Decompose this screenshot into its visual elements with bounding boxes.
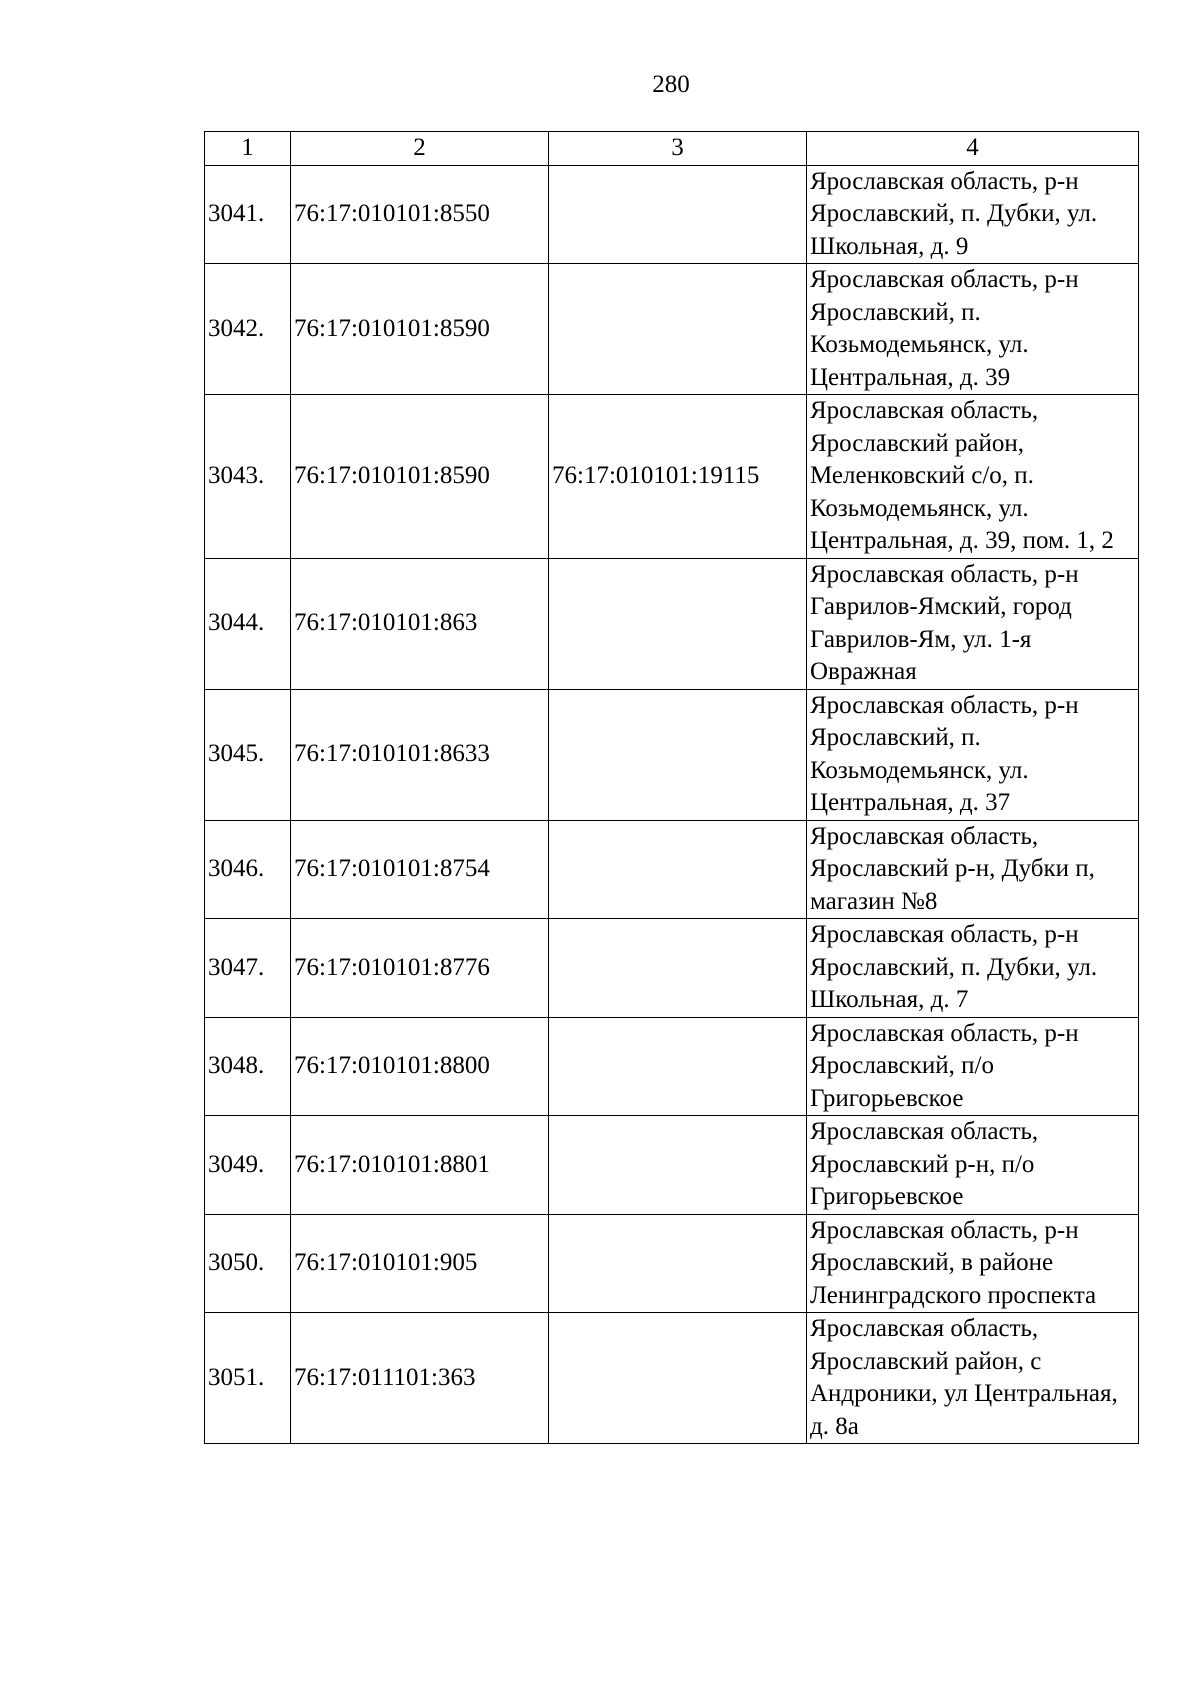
row-number: 3050. <box>205 1214 291 1313</box>
related-cadastral-number <box>549 919 807 1018</box>
related-cadastral-number: 76:17:010101:19115 <box>549 395 807 559</box>
related-cadastral-number <box>549 264 807 395</box>
related-cadastral-number <box>549 689 807 820</box>
table-row <box>205 1017 1139 1116</box>
table-row <box>205 264 1139 395</box>
related-cadastral-number <box>549 1313 807 1444</box>
page-number: 280 <box>652 71 690 98</box>
address: Ярославская область, р-н Ярославский, в районе Ленинградского проспекта <box>807 1214 1139 1313</box>
table-row <box>205 1116 1139 1215</box>
row-number: 3046. <box>205 820 291 919</box>
header-cell-2: 2 <box>291 132 549 166</box>
address: Ярославская область, р-н Ярославский, п/о Григорьевское <box>807 1017 1139 1116</box>
table-row <box>205 558 1139 689</box>
address: Ярославская область, р-н Ярославский, п. Козьмодемьянск, ул. Центральная, д. 37 <box>807 689 1139 820</box>
row-number: 3045. <box>205 689 291 820</box>
address: Ярославская область, Ярославский район, с Андроники, ул Центральная, д. 8а <box>807 1313 1139 1444</box>
row-number: 3049. <box>205 1116 291 1215</box>
address: Ярославская область, р-н Ярославский, п. Дубки, ул. Школьная, д. 7 <box>807 919 1139 1018</box>
address: Ярославская область, Ярославский район, Меленковский с/о, п. Козьмодемьянск, ул. Центральная, д. 39, пом. 1, 2 <box>807 395 1139 559</box>
header-cell-4: 4 <box>807 132 1139 166</box>
related-cadastral-number <box>549 1017 807 1116</box>
cadastral-number: 76:17:010101:8550 <box>291 165 549 264</box>
table-row <box>205 1214 1139 1313</box>
related-cadastral-number <box>549 558 807 689</box>
cadastral-number: 76:17:010101:8633 <box>291 689 549 820</box>
cadastral-number: 76:17:010101:8590 <box>291 264 549 395</box>
row-number: 3047. <box>205 919 291 1018</box>
address: Ярославская область, Ярославский р-н, п/о Григорьевское <box>807 1116 1139 1215</box>
row-number: 3041. <box>205 165 291 264</box>
cadastral-number: 76:17:010101:905 <box>291 1214 549 1313</box>
header-row <box>205 132 1139 166</box>
row-number: 3044. <box>205 558 291 689</box>
table-row <box>205 1313 1139 1444</box>
cadastral-number: 76:17:010101:8801 <box>291 1116 549 1215</box>
cadastral-number: 76:17:010101:8776 <box>291 919 549 1018</box>
cadastral-number: 76:17:010101:8590 <box>291 395 549 559</box>
table-row <box>205 395 1139 559</box>
related-cadastral-number <box>549 1116 807 1215</box>
related-cadastral-number <box>549 820 807 919</box>
row-number: 3051. <box>205 1313 291 1444</box>
address: Ярославская область, Ярославский р-н, Дубки п, магазин №8 <box>807 820 1139 919</box>
cadastral-number: 76:17:011101:363 <box>291 1313 549 1444</box>
registry-table <box>204 131 1139 1444</box>
header-cell-1: 1 <box>205 132 291 166</box>
row-number: 3042. <box>205 264 291 395</box>
address: Ярославская область, р-н Ярославский, п. Дубки, ул. Школьная, д. 9 <box>807 165 1139 264</box>
related-cadastral-number <box>549 165 807 264</box>
row-number: 3043. <box>205 395 291 559</box>
cadastral-number: 76:17:010101:863 <box>291 558 549 689</box>
row-number: 3048. <box>205 1017 291 1116</box>
address: Ярославская область, р-н Ярославский, п. Козьмодемьянск, ул. Центральная, д. 39 <box>807 264 1139 395</box>
table-row <box>205 165 1139 264</box>
address: Ярославская область, р-н Гаврилов-Ямский, город Гаврилов-Ям, ул. 1-я Овражная <box>807 558 1139 689</box>
cadastral-number: 76:17:010101:8800 <box>291 1017 549 1116</box>
table-row <box>205 919 1139 1018</box>
related-cadastral-number <box>549 1214 807 1313</box>
cadastral-number: 76:17:010101:8754 <box>291 820 549 919</box>
table-row <box>205 820 1139 919</box>
header-cell-3: 3 <box>549 132 807 166</box>
table-row <box>205 689 1139 820</box>
